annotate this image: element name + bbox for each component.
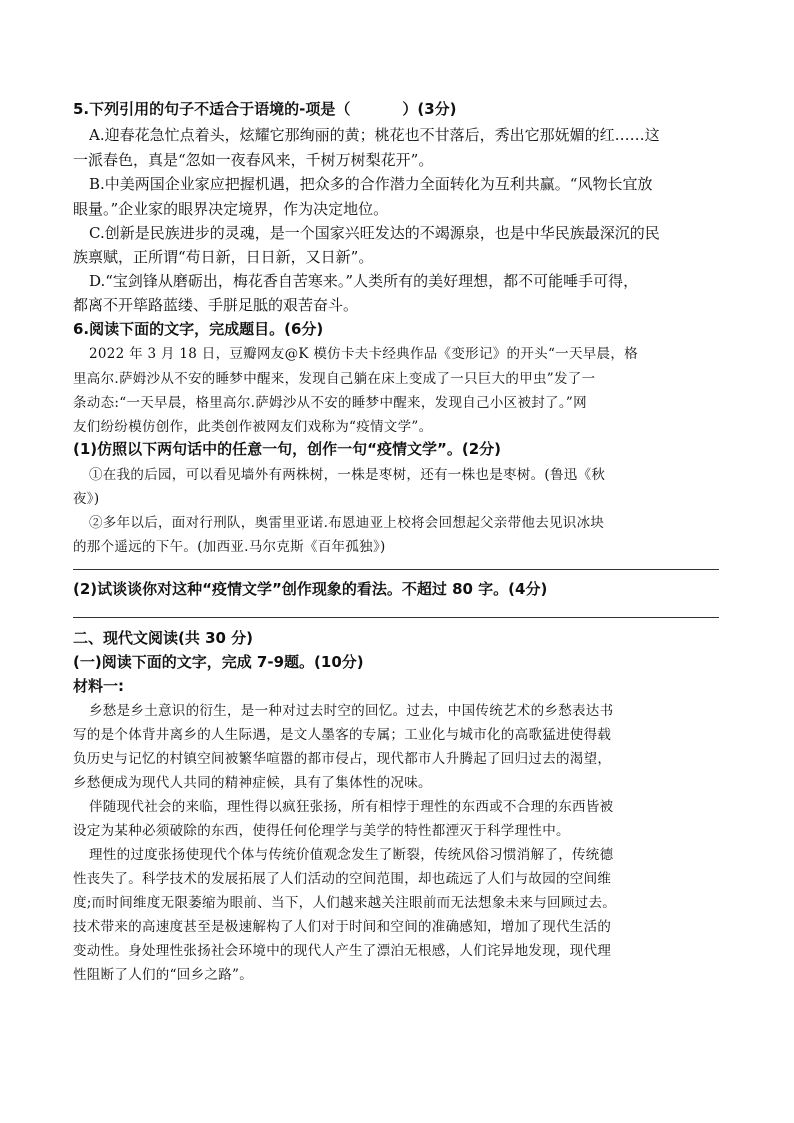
q6-example-1-line2: 夜》) (73, 491, 100, 507)
q6-subquestion-1: (1)仿照以下两句话中的任意一句，创作一句“疫情文学”。(2分) (73, 440, 502, 458)
q5-option-d-line1: D.“宝剑锋从磨砺出，梅花香自苦寒来。”人类所有的美好理想，都不可能唾手可得， (89, 272, 639, 290)
material-line-6: 设定为某种必须破除的东西，使得任何伦理学与美学的特性都湮灭于科学理性中。 (73, 823, 570, 839)
material-line-9: 度;而时间维度无限萎缩为眼前、当下，人们越来越关注眼前而无法想象未来与回顾过去。 (73, 895, 617, 911)
material-line-11: 变动性。身处理性张扬社会环境中的现代人产生了漂泊无根感，人们诧异地发现，现代理 (73, 943, 612, 959)
q5-option-c-line2: 族禀赋，正所谓“苟日新，日日新，又日新”。 (73, 248, 374, 266)
q6-passage-line4: 友们纷纷模仿创作，此类创作被网友们戏称为“疫情文学”。 (73, 419, 433, 435)
section-2-subtitle: (一)阅读下面的文字，完成 7-9题。(10分) (73, 653, 364, 671)
q6-title: 6.阅读下面的文字，完成题目。(6分) (73, 320, 324, 338)
q5-option-a-line2: 一派春色，真是“忽如一夜春风来，千树万树梨花开”。 (73, 151, 434, 169)
material-line-5: 伴随现代社会的来临，理性得以疯狂张扬，所有相悖于理性的东西或不合理的东西皆被 (89, 799, 614, 815)
material-line-10: 技术带来的高速度甚至是极速解构了人们对于时间和空间的准确感知，增加了现代生活的 (73, 919, 612, 935)
q5-option-d-line2: 都离不开筚路蓝缕、手胼足胝的艰苦奋斗。 (73, 296, 359, 314)
q6-passage-line2: 里高尔.萨姆沙从不安的睡梦中醒来，发现自己躺在床上变成了一只巨大的甲虫”发了一 (73, 371, 596, 387)
material-line-1: 乡愁是乡土意识的衍生，是一种对过去时空的回忆。过去，中国传统艺术的乡愁表达书 (89, 703, 614, 719)
section-2-title: 二、现代文阅读(共 30 分) (73, 629, 254, 647)
answer-line-1 (73, 569, 719, 570)
q6-subquestion-2: (2)试谈谈你对这种“疫情文学”创作现象的看法。不超过 80 字。(4分) (73, 580, 548, 598)
q6-example-2-line1: ②多年以后，面对行刑队，奥雷里亚诺.布恩迪亚上校将会回想起父亲带他去见识冰块 (89, 515, 605, 531)
q6-passage-line1: 2022 年 3 月 18 日，豆瓣网友@K 模仿卡夫卡经典作品《变形记》的开头“一天早晨，格 (89, 346, 638, 362)
q5-title (73, 98, 723, 119)
material-line-3: 负历史与记忆的村镇空间被繁华喧嚣的都市侵占，现代都市人升腾起了回归过去的渴望， (73, 751, 612, 767)
q5-option-b-line2: 眼量。”企业家的眼界决定境界，作为决定地位。 (73, 200, 389, 218)
q5-option-b-line1: B.中美两国企业家应把握机遇，把众多的合作潜力全面转化为互利共赢。“风物长宜放 (89, 175, 653, 193)
q5-option-a-line1: A.迎春花急忙点着头，炫耀它那绚丽的黄；桃花也不甘落后，秀出它那妩媚的红……这 (89, 126, 660, 144)
q5-score: ）(3分) (402, 100, 457, 118)
material-line-4: 乡愁便成为现代人共同的精神症候，具有了集体性的况味。 (73, 775, 432, 791)
material-line-12: 性阻断了人们的“回乡之路”。 (73, 967, 254, 983)
answer-line-2 (73, 617, 719, 618)
q6-passage-line3: 条动态:“一天早晨，格里高尔.萨姆沙从不安的睡梦中醒来，发现自己小区被封了。”网 (73, 395, 587, 411)
q6-example-1-line1: ①在我的后园，可以看见墙外有两株树，一株是枣树，还有一株也是枣树。(鲁迅《秋 (89, 467, 606, 483)
q5-title-text: 5.下列引用的句子不适合于语境的-项是（ (73, 100, 351, 118)
q6-example-2-line2: 的那个遥远的下午。(加西亚.马尔克斯《百年孤独》) (73, 539, 386, 555)
material-line-7: 理性的过度张扬使现代个体与传统价值观念发生了断裂，传统风俗习惯消解了，传统德 (89, 847, 614, 863)
material-label: 材料一: (73, 677, 124, 695)
material-line-8: 性丧失了。科学技术的发展拓展了人们活动的空间范围，却也疏远了人们与故园的空间维 (73, 871, 612, 887)
q5-option-c-line1: C.创新是民族进步的灵魂，是一个国家兴旺发达的不竭源泉，也是中华民族最深沉的民 (89, 224, 660, 242)
material-line-2: 写的是个体背井离乡的人生际遇，是文人墨客的专属；工业化与城市化的高歌猛进使得载 (73, 727, 612, 743)
